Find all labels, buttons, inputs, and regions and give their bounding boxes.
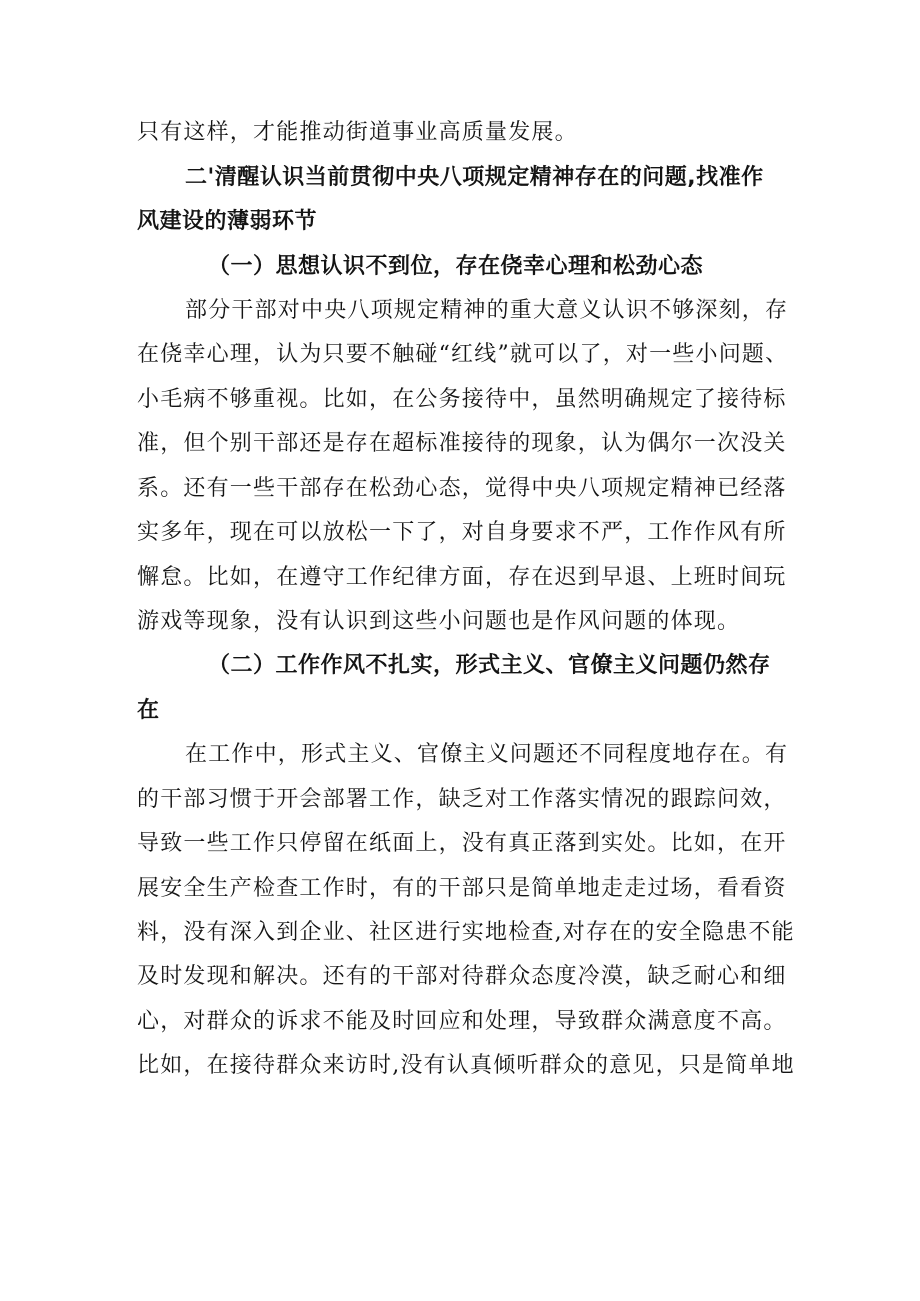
section-heading-line-1: 二'清醒认识当前贯彻中央八项规定精神存在的问题,找准作 [185,165,764,190]
paragraph-line: 心，对群众的诉求不能及时回应和处理，导致群众满意度不高。 [137,1009,787,1034]
paragraph-line: 的干部习惯于开会部署工作，缺乏对工作落实情况的跟踪问效， [137,787,787,812]
paragraph-line: 实多年，现在可以放松一下了，对自身要求不严，工作作风有所 [137,520,787,545]
paragraph-line: 比如，在接待群众来访时,没有认真倾听群众的意见，只是简单地 [137,1053,795,1078]
paragraph-line: 及时发现和解决。还有的干部对待群众态度冷漠，缺乏耐心和细 [137,964,787,989]
paragraph-line: 游戏等现象，没有认识到这些小问题也是作风问题的体现。 [137,609,741,634]
paragraph-line: 展安全生产检查工作时，有的干部只是简单地走走过场，看看资 [137,876,787,901]
paragraph-line: 导致一些工作只停留在纸面上，没有真正落到实处。比如，在开 [137,831,787,856]
subsection-2-heading-line-2: 在 [137,698,160,723]
paragraph-line: 在侥幸心理，认为只要不触碰“红线”就可以了，对一些小问题、 [137,342,789,367]
paragraph-line: 准，但个别干部还是存在超标准接待的现象，认为偶尔一次没关 [137,431,787,456]
paragraph-line: 料，没有深入到企业、社区进行实地检查,对存在的安全隐患不能 [137,920,795,945]
subsection-2-heading-line-1: （二）工作作风不扎实，形式主义、官僚主义问题仍然存 [208,653,771,678]
paragraph-line: 懈怠。比如，在遵守工作纪律方面，存在迟到早退、上班时间玩 [137,565,787,590]
paragraph-line: 部分干部对中央八项规定精神的重大意义认识不够深刻，存 [185,298,789,323]
paragraph-line: 小毛病不够重视。比如，在公务接待中，虽然明确规定了接待标 [137,387,787,412]
intro-line: 只有这样，才能推动街道事业高质量发展。 [137,120,578,145]
paragraph-line: 系。还有一些干部存在松劲心态，觉得中央八项规定精神已经落 [137,476,787,501]
section-heading-line-2: 风建设的薄弱环节 [137,209,318,234]
paragraph-line: 在工作中，形式主义、官僚主义问题还不同程度地存在。有 [185,742,789,767]
subsection-1-heading: （一）思想认识不到位，存在侥幸心理和松劲心态 [208,254,704,279]
